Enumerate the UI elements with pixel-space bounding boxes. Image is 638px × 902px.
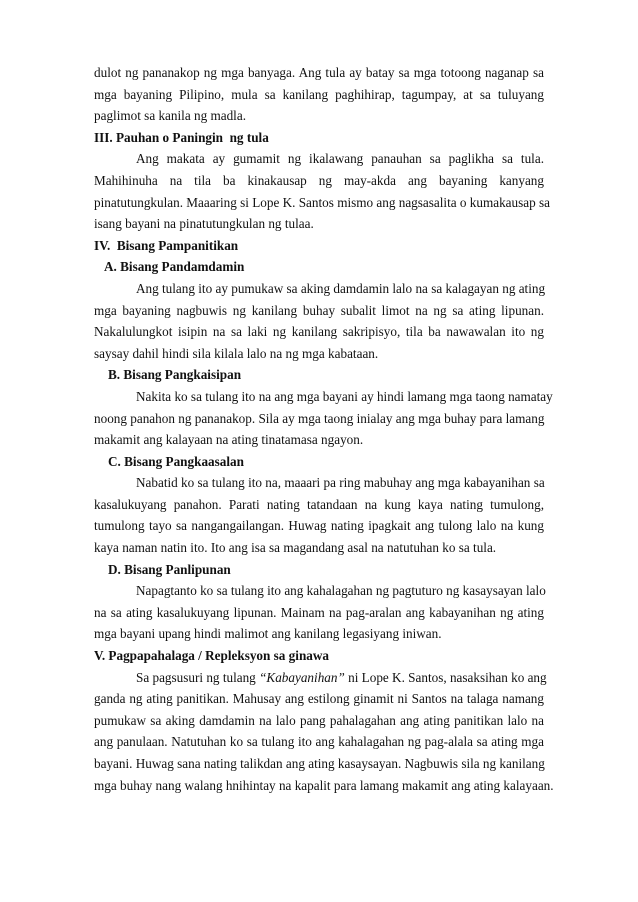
paragraph-line: kasalukuyang panahon. Parati nating tatandaan na kung kaya nating tumulong, xyxy=(94,496,544,512)
paragraph-line: pumukaw sa aking damdamin na lalo pang pahalagahan ang ating panitikan lalo na xyxy=(94,712,544,728)
paragraph-line: Nakalulungkot isipin na sa laki ng kanilang sakripisyo, tila ba nawawalan ito ng xyxy=(94,324,544,340)
pangkaisipan-paragraph xyxy=(94,386,553,451)
paragraph-line: dulot ng pananakop ng mga banyaga. Ang tula ay batay sa mga totoong naganap sa xyxy=(94,65,544,80)
paragraph-line: mga bayaning nagbuwis ng kanilang buhay subalit limot na ng sa ating lipunan. xyxy=(94,302,544,318)
subheading-bisang-panlipunan: D. Bisang Panlipunan xyxy=(108,561,231,577)
paragraph-line: ang panulaan. Natutuhan ko sa tulang ito ang kahalagahan ng pag-alala sa ating mga xyxy=(94,734,544,750)
subheading-bisang-pangkaisipan: B. Bisang Pangkaisipan xyxy=(108,367,242,383)
paragraph-line: Napagtanto ko sa tulang ito ang kahalagahan ng pagtuturo ng kasaysayan lalo xyxy=(136,583,546,599)
pauhan-paragraph xyxy=(94,148,550,234)
paragraph-line: ganda ng ating panitikan. Mahusay ang estilong ginamit ni Santos na talaga namang xyxy=(94,691,544,707)
poem-title: “Kabayanihan” xyxy=(259,669,345,685)
paragraph-line: Ang makata ay gumamit ng ikalawang panauhan sa paglikha sa tula. xyxy=(136,151,544,167)
paragraph-line: Nakita ko sa tulang ito na ang mga bayani ay hindi lamang mga taong namatay xyxy=(136,388,553,404)
pangkaasalan-paragraph xyxy=(94,472,544,558)
paragraph-line: noong panahon ng pananakop. Sila ay mga taong inialay ang mga buhay para lamang xyxy=(94,410,545,426)
section-heading-pauhan: III. Pauhan o Paningin ng tula xyxy=(94,129,269,145)
paragraph-line: paglimot sa kanila ng madla. xyxy=(94,108,246,124)
paragraph-line: Nabatid ko sa tulang ito na, maaari pa ring mabuhay ang mga kabayanihan sa xyxy=(136,475,545,491)
panlipunan-paragraph xyxy=(94,580,544,645)
paragraph-line: mga buhay nang walang hnihintay na kapalit para lamang makamit ang ating kalayaan. xyxy=(94,777,554,793)
section-heading-pagpapahalaga: V. Pagpapahalaga / Repleksyon sa ginawa xyxy=(94,648,329,664)
intro-paragraph xyxy=(94,62,544,127)
paragraph-line: mga bayaning Pilipino, mula sa kanilang paghihirap, tagumpay, at sa tuluyang xyxy=(94,86,544,102)
paragraph-line: mga bayani upang hindi malimot ang kanilang legasiyang iniwan. xyxy=(94,626,442,642)
paragraph-line: Ang tulang ito ay pumukaw sa aking damdamin lalo na sa kalagayan ng ating xyxy=(136,280,546,296)
paragraph-line: makamit ang kalayaan na ating tinatamasa ngayon. xyxy=(94,432,364,448)
line-text: Sa pagsusuri ng tulang xyxy=(136,669,260,685)
pagpapahalaga-paragraph xyxy=(94,667,554,797)
paragraph-line xyxy=(94,667,547,689)
subheading-bisang-pandamdamin: A. Bisang Pandamdamin xyxy=(104,259,245,275)
paragraph-line: pinatutungkulan. Maaaring si Lope K. Santos mismo ang nagsasalita o kumakausap sa xyxy=(94,194,550,210)
paragraph-line: kaya naman natin ito. Ito ang isa sa magandang asal na natutuhan ko sa tula. xyxy=(94,540,497,556)
paragraph-line: tumulong tayo sa nangangailangan. Huwag nating ipagkait ang tulong lalo na kung xyxy=(94,518,544,534)
paragraph-line: saysay dahil hindi sila kilala lalo na ng mga kabataan. xyxy=(94,345,379,361)
subheading-bisang-pangkaasalan: C. Bisang Pangkaasalan xyxy=(108,453,244,469)
paragraph-line: na sa ating kasalukuyang lipunan. Mainam na pag-aralan ang kabayanihan ng ating xyxy=(94,604,544,620)
paragraph-line: isang bayani na pinatutungkulan ng tulaa. xyxy=(94,216,314,232)
line-text: ni Lope K. Santos, nasaksihan ko ang xyxy=(344,669,547,685)
pandamdamin-paragraph xyxy=(94,278,544,364)
paragraph-line: bayani. Huwag sana nating talikdan ang ating kasaysayan. Nagbuwis sila ng kanilang xyxy=(94,756,545,771)
paragraph-line: Mahihinuha na tila ba kinakausap ng may-akda ang bayaning kanyang xyxy=(94,172,544,188)
section-heading-bisang-pampanitikan: IV. Bisang Pampanitikan xyxy=(94,237,239,253)
